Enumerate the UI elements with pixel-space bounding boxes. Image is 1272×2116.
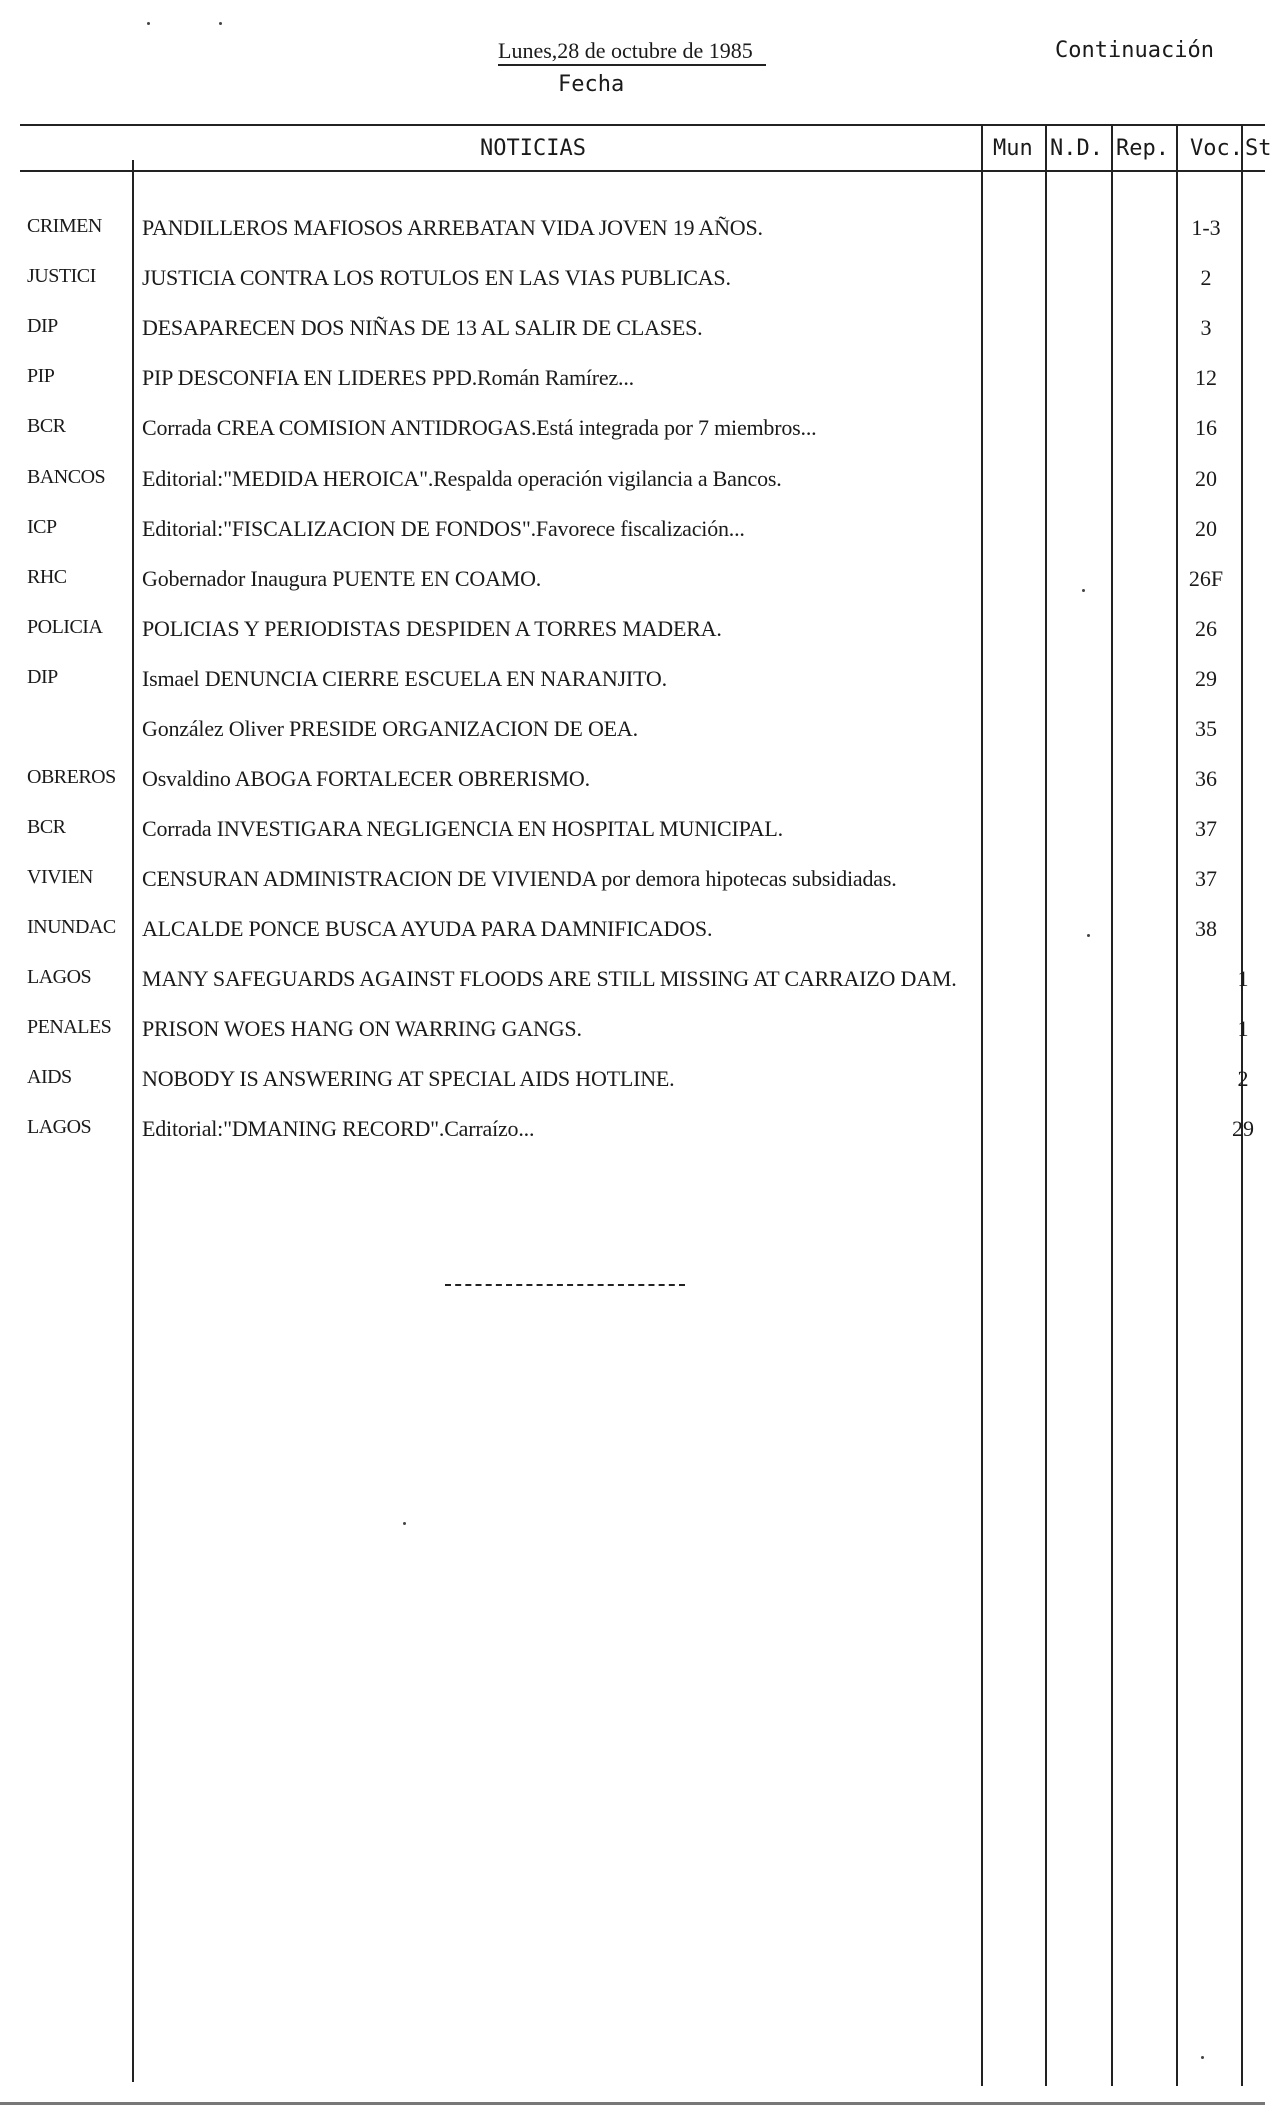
headline: Editorial:"MEDIDA HEROICA".Respalda operación vigilancia a Bancos.	[142, 466, 782, 491]
news-row	[0, 415, 1265, 455]
headline: DESAPARECEN DOS NIÑAS DE 13 AL SALIR DE CLASES.	[142, 315, 703, 340]
news-row	[0, 1066, 1265, 1106]
section-code: OBREROS	[27, 766, 116, 788]
nd-column-header: N.D.	[1050, 136, 1103, 161]
section-code: PENALES	[27, 1016, 112, 1038]
voc-page: 26	[1195, 616, 1217, 641]
headline: NOBODY IS ANSWERING AT SPECIAL AIDS HOTLINE.	[142, 1066, 675, 1091]
table-top-rule	[20, 124, 1265, 126]
st-page: 2	[1237, 1066, 1249, 1091]
voc-page: 20	[1195, 466, 1217, 491]
section-code: BANCOS	[27, 466, 106, 488]
headline: PANDILLEROS MAFIOSOS ARREBATAN VIDA JOVEN 19 AÑOS.	[142, 215, 763, 240]
voc-page: 20	[1195, 516, 1217, 541]
headline: JUSTICIA CONTRA LOS ROTULOS EN LAS VIAS PUBLICAS.	[142, 265, 731, 290]
headline: PRISON WOES HANG ON WARRING GANGS.	[142, 1016, 582, 1041]
report-date: Lunes,28 de octubre de 1985	[498, 38, 753, 63]
headline: CENSURAN ADMINISTRACION DE VIVIENDA por demora hipotecas subsidiadas.	[142, 866, 897, 891]
section-code: CRIMEN	[27, 215, 102, 237]
news-row	[0, 1116, 1265, 1156]
news-row	[0, 315, 1265, 355]
news-row	[0, 616, 1265, 656]
news-row	[0, 566, 1265, 606]
headline: Gobernador Inaugura PUENTE EN COAMO.	[142, 566, 542, 591]
headline: González Oliver PRESIDE ORGANIZACION DE OEA.	[142, 716, 638, 741]
st-page: 29	[1232, 1116, 1254, 1141]
headline: Corrada INVESTIGARA NEGLIGENCIA EN HOSPITAL MUNICIPAL.	[142, 816, 783, 841]
news-row	[0, 916, 1265, 956]
news-row	[0, 666, 1265, 706]
voc-page: 36	[1195, 766, 1217, 791]
st-page: 1	[1237, 1016, 1249, 1041]
news-row	[0, 716, 1265, 756]
st-page: 1	[1237, 966, 1249, 991]
headline: Corrada CREA COMISION ANTIDROGAS.Está integrada por 7 miembros...	[142, 415, 817, 440]
headline: MANY SAFEGUARDS AGAINST FLOODS ARE STILL MISSING AT CARRAIZO DAM.	[142, 966, 957, 991]
news-row	[0, 816, 1265, 856]
page-bottom-edge	[0, 2102, 1265, 2105]
voc-page: 2	[1200, 265, 1212, 290]
voc-page: 37	[1195, 816, 1217, 841]
news-row	[0, 365, 1265, 405]
section-code: INUNDAC	[27, 916, 116, 938]
scan-speck	[219, 22, 222, 25]
news-row	[0, 966, 1265, 1006]
section-code: BCR	[27, 415, 66, 437]
section-code: DIP	[27, 315, 58, 337]
voc-page: 29	[1195, 666, 1217, 691]
scan-speck	[403, 1522, 406, 1525]
scan-speck	[1201, 2056, 1204, 2059]
news-row	[0, 1016, 1265, 1056]
section-code: POLICIA	[27, 616, 103, 638]
scan-speck	[147, 22, 150, 25]
news-row	[0, 866, 1265, 906]
mun-column-header: Mun	[993, 136, 1033, 161]
rep-column-header: Rep.	[1116, 136, 1169, 161]
voc-column-header: Voc.	[1190, 136, 1243, 161]
voc-page: 35	[1195, 716, 1217, 741]
scan-speck	[1087, 934, 1090, 937]
headline: Osvaldino ABOGA FORTALECER OBRERISMO.	[142, 766, 590, 791]
section-code: DIP	[27, 666, 58, 688]
voc-page: 37	[1195, 866, 1217, 891]
date-underline	[498, 64, 766, 66]
scan-speck	[1082, 589, 1085, 592]
fecha-label: Fecha	[558, 72, 625, 97]
section-code: RHC	[27, 566, 67, 588]
section-code: JUSTICI	[27, 265, 96, 287]
news-row	[0, 516, 1265, 556]
section-code: PIP	[27, 365, 55, 387]
section-code: LAGOS	[27, 966, 92, 988]
st-column-header: St	[1245, 136, 1272, 161]
voc-page: 26F	[1188, 566, 1224, 591]
news-row	[0, 466, 1265, 506]
headline: Ismael DENUNCIA CIERRE ESCUELA EN NARANJITO.	[142, 666, 667, 691]
section-code: ICP	[27, 516, 57, 538]
news-row	[0, 265, 1265, 305]
section-code: AIDS	[27, 1066, 72, 1088]
voc-page: 16	[1195, 415, 1217, 440]
news-row	[0, 215, 1265, 255]
voc-page: 1-3	[1191, 215, 1221, 240]
end-of-list-rule	[445, 1284, 685, 1286]
section-code: LAGOS	[27, 1116, 92, 1138]
headline: Editorial:"DMANING RECORD".Carraízo...	[142, 1116, 535, 1141]
voc-page: 3	[1200, 315, 1212, 340]
headline: ALCALDE PONCE BUSCA AYUDA PARA DAMNIFICADOS.	[142, 916, 713, 941]
continuation-label: Continuación	[1055, 38, 1214, 63]
table-header-rule	[20, 170, 1265, 172]
voc-page: 12	[1195, 365, 1217, 390]
noticias-column-header: NOTICIAS	[480, 136, 586, 161]
voc-page: 38	[1195, 916, 1217, 941]
section-code: VIVIEN	[27, 866, 93, 888]
section-code: BCR	[27, 816, 66, 838]
headline: Editorial:"FISCALIZACION DE FONDOS".Favorece fiscalización...	[142, 516, 745, 541]
headline: POLICIAS Y PERIODISTAS DESPIDEN A TORRES MADERA.	[142, 616, 722, 641]
news-row	[0, 766, 1265, 806]
headline: PIP DESCONFIA EN LIDERES PPD.Román Ramírez...	[142, 365, 634, 390]
